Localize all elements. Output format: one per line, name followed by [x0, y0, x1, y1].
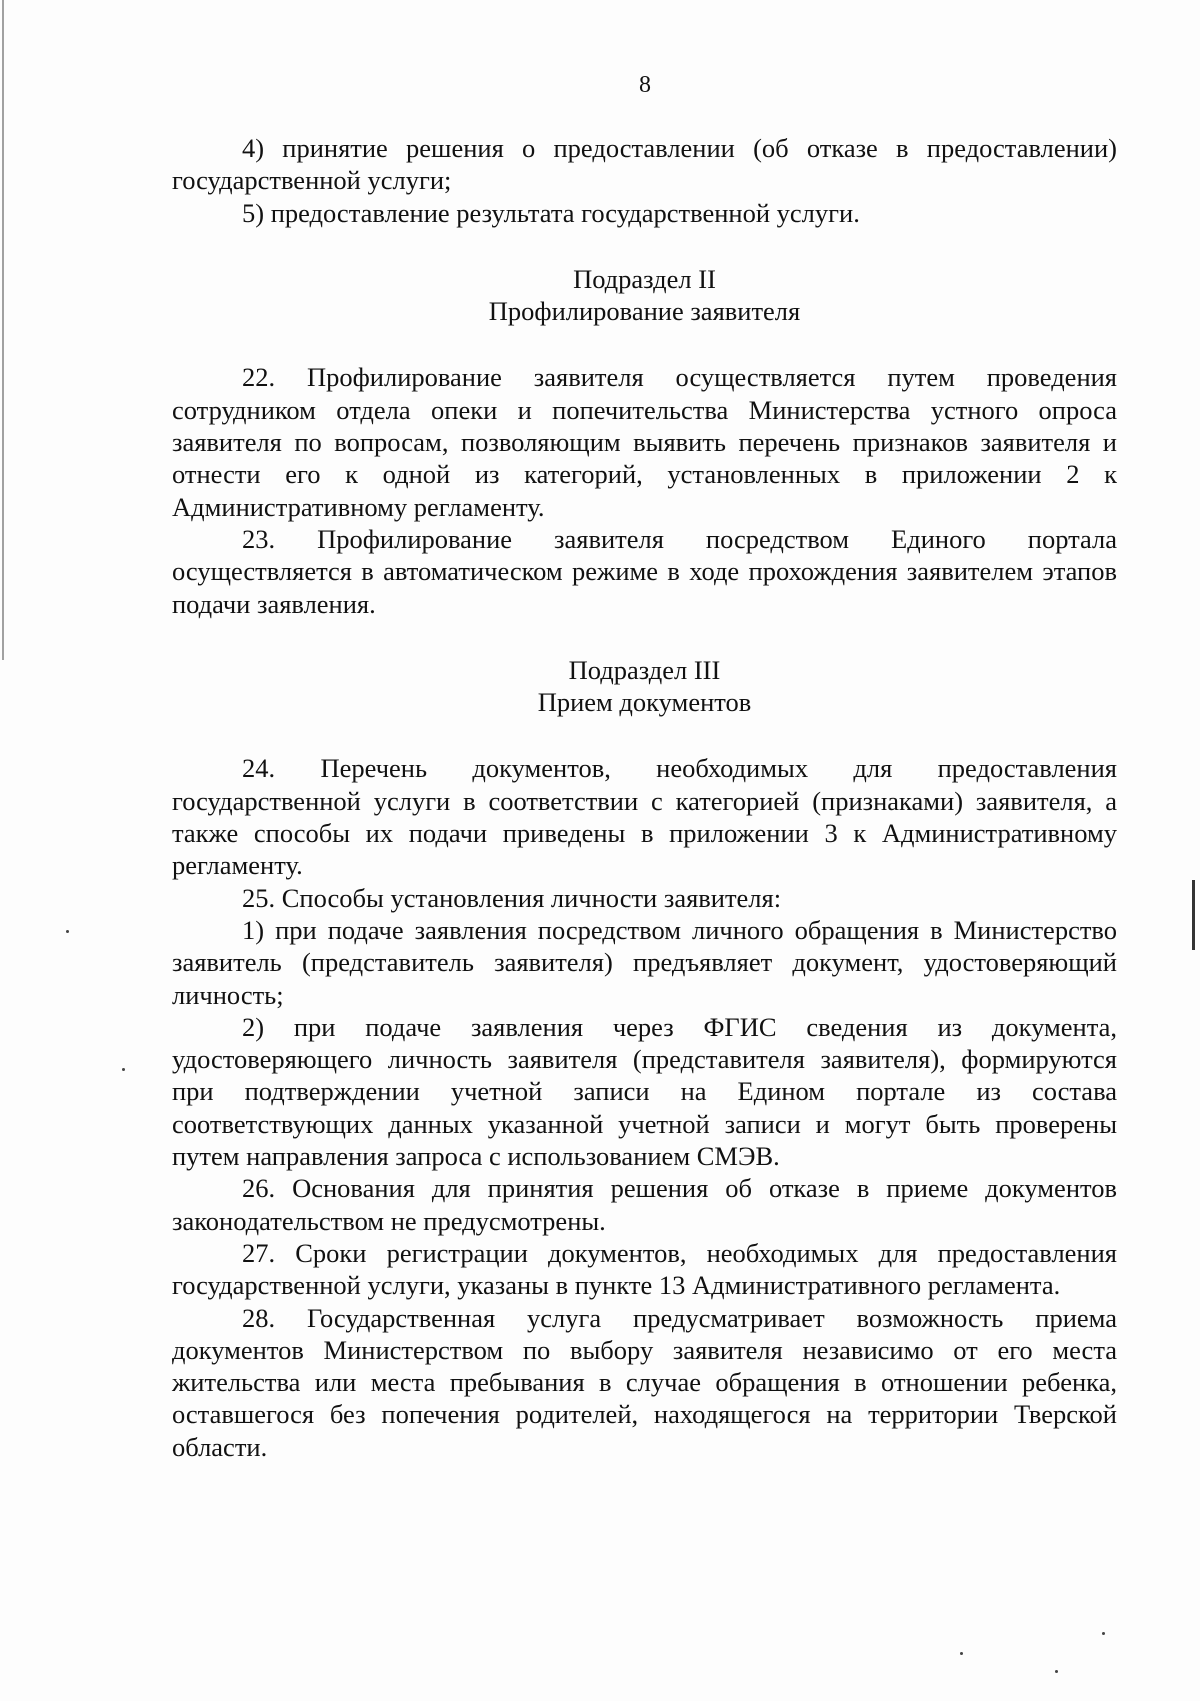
scan-right-mark: [1192, 880, 1195, 950]
paragraph-25-2: 2) при подаче заявления через ФГИС сведения из документа, удостоверяющего личность заявителя (представителя заявителя), формируются при подтверждении учетной записи на Едином портале из состава соответствующих данных указанной учетной записи и могут быть проверены путем направления запроса с использованием СМЭВ.: [172, 1011, 1117, 1172]
paragraph-25-1: 1) при подаче заявления посредством личного обращения в Министерство заявитель (представитель заявителя) предъявляет документ, удостоверяющий личность;: [172, 914, 1117, 1010]
scan-speck: [122, 1068, 125, 1071]
document-body: [172, 132, 1117, 1463]
subsection-3-title: Прием документов: [537, 687, 752, 718]
paragraph-22: 22. Профилирование заявителя осуществляется путем проведения сотрудником отдела опеки и попечительства Министерства устного опроса заявителя по вопросам, позволяющим выявить перечень признаков заявителя и отнести его к одной из категорий, установленных в приложении 2 к Административному регламенту.: [172, 362, 1117, 522]
paragraph-25: 25. Способы установления личности заявителя:: [242, 882, 782, 913]
scan-left-edge: [2, 0, 4, 660]
subsection-2-label: Подраздел II: [573, 263, 716, 294]
scan-speck: [960, 1652, 963, 1655]
scan-speck: [1055, 1670, 1058, 1673]
page-number: 8: [639, 72, 651, 98]
list-item-4: 4) принятие решения о предоставлении (об отказе в предоставлении) государственной услуги;: [172, 133, 1117, 196]
paragraph-26: 26. Основания для принятия решения об отказе в приеме документов законодательством не предусмотрены.: [172, 1173, 1117, 1236]
subsection-3-label: Подраздел III: [568, 654, 721, 685]
subsection-2-title: Профилирование заявителя: [488, 296, 801, 327]
paragraph-24: 24. Перечень документов, необходимых для предоставления государственной услуги в соответствии с категорией (признаками) заявителя, а также способы их подачи приведены в приложении 3 к Административному регламенту.: [172, 753, 1117, 881]
paragraph-28: 28. Государственная услуга предусматривает возможность приема документов Министерством по выбору заявителя независимо от его места жительства или места пребывания в случае обращения в отношении ребенка, оставшегося без попечения родителей, находящегося на территории Тверской области.: [172, 1302, 1117, 1462]
scan-speck: [66, 930, 69, 933]
list-item-5: 5) предоставление результата государственной услуги.: [242, 197, 860, 228]
paragraph-27: 27. Сроки регистрации документов, необходимых для предоставления государственной услуги, указаны в пункте 13 Административного регламента.: [172, 1237, 1117, 1301]
scan-speck: [1102, 1632, 1105, 1635]
paragraph-23: 23. Профилирование заявителя посредством Единого портала осуществляется в автоматическом режиме в ходе прохождения заявителем этапов подачи заявления.: [172, 523, 1117, 619]
